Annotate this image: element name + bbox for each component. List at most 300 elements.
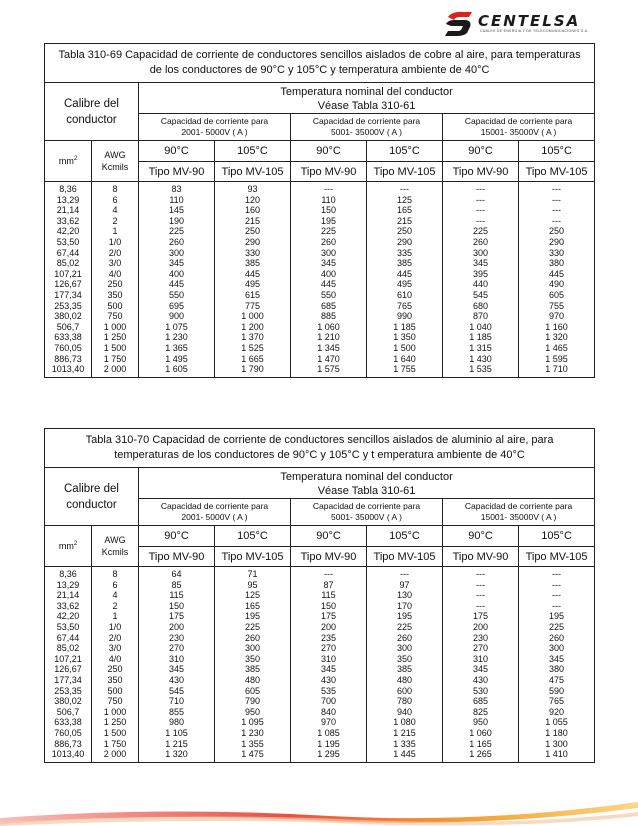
table-cell: 85 [171,579,182,590]
table-cell: 145 [168,205,185,216]
table-cell: 380,02 [54,311,82,322]
table-cell: 970 [549,311,565,322]
calibre-label: Calibre del conductor [64,97,119,126]
temp-cell: 90°C [291,526,367,547]
table-cell: 1 500 [103,342,127,353]
table-cell: 170 [396,600,413,611]
table-cell: 430 [472,674,489,685]
table-cell: 250 [549,226,565,237]
temp-cell: 90°C [443,526,519,547]
data-column [519,182,595,378]
table-cell: 445 [320,279,337,290]
table-cell: 700 [320,696,337,707]
table-cell: 790 [244,696,261,707]
table-cell: 1 500 [393,342,416,353]
table-cell: 215 [244,215,261,226]
table-cell: 385 [244,664,261,675]
table-cell: 1 370 [241,332,264,343]
awg-header [92,141,139,182]
table-cell: --- [552,205,562,216]
table-cell: 680 [472,300,489,311]
table-cell: 1 230 [165,332,188,343]
table-cell: 42,20 [56,611,80,622]
group-label: Capacidad de corriente para 5001- 35000V ( A ) [312,116,421,137]
table-cell: 235 [320,632,337,643]
table-cell: 310 [472,653,489,664]
data-column [92,182,139,378]
table-cell: 93 [247,184,258,194]
temp-cell: 90°C [291,141,367,162]
table-310-70 [44,428,595,763]
data-column [139,182,215,378]
table-cell: 53,50 [56,236,80,247]
table-cell: 1 075 [165,321,188,332]
group-header [139,114,291,141]
table-cell: 475 [549,674,565,685]
table-cell: 71 [247,569,258,579]
table-cell: 760,05 [54,342,82,353]
table-cell: 126,67 [54,279,82,290]
group-header [443,114,595,141]
table-cell: 1 185 [469,332,492,343]
tipo-cell: Tipo MV-90 [443,162,519,182]
table-cell: 115 [169,590,184,601]
table-cell: 685 [472,696,489,707]
table-cell: 600 [396,685,413,696]
centelsa-logo-icon [442,8,476,38]
table-cell: 260 [244,632,261,643]
table-cell: 225 [320,226,337,237]
table-cell: 1 710 [545,364,568,375]
table-cell: 4 [112,590,118,601]
table-cell: 290 [244,236,261,247]
table-cell: 260 [320,236,337,247]
temp-cell: 105°C [367,141,443,162]
table-cell: 1 335 [393,738,416,749]
calibre-label: Calibre del conductor [64,482,119,511]
table-cell: 270 [472,643,489,654]
table-cell: 87 [323,579,334,590]
mm-header [45,141,92,182]
table-cell: 200 [472,621,489,632]
mm-label: mm [58,541,74,551]
group-header [291,499,443,526]
table-cell: 400 [168,268,185,279]
table-cell: 1 060 [469,727,492,738]
table-cell: 177,34 [54,289,82,300]
table-cell: 900 [168,311,185,322]
table-cell: 1 215 [393,727,416,738]
table-cell: 430 [320,674,337,685]
table-cell: 765 [396,300,413,311]
table-cell: 380 [549,258,565,269]
group-header [443,499,595,526]
table-cell: 775 [244,300,261,311]
group-header [139,499,291,526]
table-cell: 300 [244,643,261,654]
table-cell: 3/0 [108,643,122,654]
table-cell: 230 [472,632,489,643]
tipo-cell: Tipo MV-105 [215,547,291,567]
table-cell: 4/0 [108,268,122,279]
table-cell: 440 [472,279,489,290]
table-cell: 310 [320,653,337,664]
table-cell: 345 [472,258,489,269]
table-cell: 350 [244,653,261,664]
temp-header [139,468,595,499]
mm-header [45,526,92,567]
table-cell: 1 040 [469,321,492,332]
tipo-cell: Tipo MV-105 [519,547,595,567]
table-cell: 1/0 [108,621,122,632]
tipo-cell: Tipo MV-90 [443,547,519,567]
table-cell: 1 750 [103,353,127,364]
data-column [443,182,519,378]
table-cell: 6 [112,194,118,205]
calibre-header [45,83,139,141]
table-cell: 1 345 [317,342,340,353]
table-cell: 1 315 [469,342,492,353]
table-cell: 260 [472,236,489,247]
table-cell: 42,20 [56,226,80,237]
table-cell: 2/0 [108,247,122,258]
table-cell: 300 [549,643,565,654]
table-title: Tabla 310-69 Capacidad de corriente de conductores sencillos aislados de cobre al aire, para temperaturas de los conductores de 90°C y 105°C y temperatura ambiente de 40°C [45,44,595,83]
table-cell: --- [476,590,485,601]
table-cell: 855 [168,706,185,717]
centelsa-wordmark: CENTELSA [478,12,581,30]
table-cell: 1 355 [241,738,264,749]
table-cell: 8,36 [59,184,77,194]
table-cell: 1/0 [108,236,122,247]
table-cell: 150 [320,205,337,216]
table-cell: 755 [549,300,565,311]
calibre-header [45,468,139,526]
table-cell: 1 250 [103,332,127,343]
table-cell: 230 [168,632,185,643]
table-cell: 780 [396,696,413,707]
table-cell: 695 [168,300,185,311]
table-cell: 8 [112,569,118,579]
table-cell: 165 [396,205,413,216]
group-label: Capacidad de corriente para 5001- 35000V ( A ) [312,501,421,522]
table-cell: --- [476,184,485,194]
table-cell: 950 [472,717,489,728]
table-cell: --- [400,184,409,194]
table-cell: 2/0 [108,632,122,643]
table-cell: 120 [244,194,261,205]
table-cell: 1 665 [241,353,264,364]
tipo-cell: Tipo MV-105 [215,162,291,182]
table-cell: 195 [244,611,261,622]
table-cell: --- [476,579,485,590]
table-cell: 2 000 [103,749,127,760]
table-cell: 550 [168,289,185,300]
table-cell: 1 320 [165,749,188,760]
table-cell: 1 [112,226,118,237]
table-cell: 430 [168,674,185,685]
table-cell: 445 [244,268,261,279]
table-cell: 605 [244,685,261,696]
table-cell: 480 [244,674,261,685]
table-cell: 506,7 [56,706,80,717]
table-cell: 1 300 [545,738,568,749]
mm-sup: 2 [73,156,78,162]
table-cell: 64 [171,569,182,579]
table-cell: 67,44 [56,632,80,643]
table-cell: 125 [396,194,413,205]
table-cell: 380 [549,664,565,675]
table-cell: 605 [549,289,565,300]
table-cell: 345 [168,664,185,675]
temp-cell: 90°C [139,526,215,547]
table-cell: 190 [168,215,185,226]
table-cell: 225 [244,621,261,632]
table-cell: --- [476,600,485,611]
table-cell: 1 525 [241,342,264,353]
table-cell: 1013,40 [51,364,85,375]
table-cell: 545 [168,685,185,696]
table-cell: 1 575 [317,364,340,375]
group-label: Capacidad de corriente para 2001- 5000V ( A ) [160,501,269,522]
table-cell: --- [476,569,485,579]
table-cell: 1 445 [393,749,416,760]
data-column [443,567,519,763]
table-cell: 1 535 [469,364,492,375]
table-cell: 290 [549,236,565,247]
table-cell: 2 000 [103,364,127,375]
table-cell: 885 [320,311,337,322]
table-cell: 300 [472,247,489,258]
table-cell: 950 [244,706,261,717]
data-column [215,567,291,763]
table-cell: 300 [168,247,185,258]
table-cell: 710 [168,696,185,707]
table-cell: 760,05 [54,727,82,738]
table-cell: 115 [321,590,336,601]
awg-header [92,526,139,567]
table-cell: 260 [396,632,413,643]
table-cell: --- [552,579,562,590]
table-cell: 1 750 [103,738,127,749]
tipo-cell: Tipo MV-90 [291,162,367,182]
table-cell: 345 [549,653,565,664]
table-cell: 107,21 [54,268,82,279]
table-cell: 350 [107,674,123,685]
table-cell: 1 060 [317,321,340,332]
mm-sup: 2 [73,541,78,547]
group-label: Capacidad de corriente para 15001- 35000V ( A ) [464,501,573,522]
table-cell: --- [552,600,562,611]
table-cell: 500 [107,685,123,696]
table-cell: 175 [320,611,337,622]
table-cell: 83 [171,184,182,194]
table-cell: --- [324,184,333,194]
temp-header-label: Temperatura nominal del conductor Véase Tabla 310-61 [280,471,453,497]
tipo-cell: Tipo MV-90 [139,162,215,182]
table-cell: 1 085 [317,727,340,738]
table-cell: --- [324,569,333,579]
tipo-cell: Tipo MV-105 [367,162,443,182]
tipo-cell: Tipo MV-105 [367,547,443,567]
table-cell: 840 [320,706,337,717]
mm-label: mm [58,156,74,166]
table-cell: 200 [320,621,337,632]
data-column [139,567,215,763]
table-cell: 8,36 [59,569,77,579]
table-cell: 1 095 [241,717,264,728]
table-cell: 685 [320,300,337,311]
table-cell: 1 465 [545,342,568,353]
table-cell: 345 [472,664,489,675]
table-cell: 1 195 [317,738,340,749]
table-cell: 150 [320,600,337,611]
table-cell: 300 [320,247,337,258]
table-cell: 150 [168,600,185,611]
table-cell: 33,62 [56,215,80,226]
table-cell: 21,14 [56,205,80,216]
table-cell: 1 000 [103,706,127,717]
table-cell: --- [552,194,562,205]
table-cell: 1 210 [317,332,340,343]
temp-cell: 105°C [367,526,443,547]
table-cell: 886,73 [54,353,82,364]
table-cell: 633,38 [54,332,82,343]
data-column [45,182,92,378]
table-cell: 445 [549,268,565,279]
table-cell: 990 [396,311,413,322]
table-cell: 940 [396,706,413,717]
table-cell: 21,14 [56,590,80,601]
table-cell: 260 [168,236,185,247]
table-cell: 130 [396,590,413,601]
table-cell: 345 [320,258,337,269]
table-cell: 530 [472,685,489,696]
table-cell: 175 [472,611,489,622]
group-header [291,114,443,141]
table-cell: 1 430 [469,353,492,364]
table-cell: --- [476,205,485,216]
data-column [45,567,92,763]
table-cell: 3/0 [108,258,122,269]
centelsa-logo [442,8,618,38]
table-cell: 545 [472,289,489,300]
table-cell: 1 080 [393,717,416,728]
table-cell: 253,35 [54,685,82,696]
awg-label: AWG Kcmils [101,535,129,557]
group-label: Capacidad de corriente para 15001- 35000V ( A ) [464,116,573,137]
table-cell: --- [552,184,562,194]
table-cell: 13,29 [56,194,80,205]
data-column [92,567,139,763]
table-cell: 886,73 [54,738,82,749]
table-cell: 1 160 [545,321,568,332]
table-cell: 1 200 [241,321,264,332]
table-cell: 345 [168,258,185,269]
table-cell: 330 [244,247,261,258]
table-cell: 506,7 [56,321,80,332]
table-cell: 215 [396,215,413,226]
table-cell: 870 [472,311,489,322]
table-cell: 270 [320,643,337,654]
table-cell: 85,02 [56,258,80,269]
table-cell: 107,21 [54,653,82,664]
table-cell: 4/0 [108,653,122,664]
table-cell: 980 [168,717,185,728]
table-cell: 385 [396,664,413,675]
temp-cell: 105°C [215,141,291,162]
table-cell: 445 [168,279,185,290]
centelsa-tagline: CABLES DE ENERGIA Y DE TELECOMUNICACIONES S.A. [480,29,589,33]
table-cell: --- [552,215,562,226]
table-cell: 1 500 [103,727,127,738]
table-cell: 1 640 [393,353,416,364]
table-cell: 350 [396,653,413,664]
data-column [215,182,291,378]
table-cell: 400 [320,268,337,279]
table-title: Tabla 310-70 Capacidad de corriente de conductores sencillos aislados de aluminio al aire, para temperaturas de los conductores de 90°C y 105°C y t emperatura ambiente de 40°C [45,429,595,468]
table-cell: 177,34 [54,674,82,685]
data-column [519,567,595,763]
table-cell: 490 [549,279,565,290]
data-column [291,567,367,763]
table-cell: 495 [396,279,413,290]
table-cell: 825 [472,706,489,717]
table-cell: 1 605 [165,364,188,375]
table-cell: 615 [244,289,261,300]
table-cell: --- [552,569,562,579]
table-cell: 253,35 [54,300,82,311]
table-cell: 385 [244,258,261,269]
table-cell: 1 790 [241,364,264,375]
table-cell: --- [400,569,409,579]
table-cell: 385 [396,258,413,269]
table-cell: 85,02 [56,643,80,654]
table-cell: 1 105 [165,727,188,738]
group-label: Capacidad de corriente para 2001- 5000V ( A ) [160,116,269,137]
table-cell: 970 [320,717,337,728]
temp-cell: 90°C [443,141,519,162]
table-cell: 495 [244,279,261,290]
table-cell: 765 [549,696,565,707]
table-cell: --- [552,590,562,601]
table-cell: 13,29 [56,579,80,590]
table-cell: 125 [244,590,261,601]
table-cell: 380,02 [54,696,82,707]
table-cell: 2 [112,215,118,226]
table-cell: 160 [244,205,261,216]
table-cell: 500 [107,300,123,311]
table-cell: 225 [472,226,489,237]
table-cell: 1 470 [317,353,340,364]
table-cell: 4 [112,205,118,216]
table-310-69 [44,43,595,378]
table-cell: 225 [168,226,185,237]
table-cell: 1 185 [393,321,416,332]
tipo-cell: Tipo MV-90 [291,547,367,567]
table-cell: 1 410 [545,749,568,760]
temp-cell: 105°C [215,526,291,547]
tipo-cell: Tipo MV-90 [139,547,215,567]
table-cell: 165 [244,600,261,611]
table-cell: 750 [107,696,123,707]
table-cell: 200 [168,621,185,632]
table-cell: 110 [321,194,336,205]
table-cell: 33,62 [56,600,80,611]
table-cell: 6 [112,579,118,590]
table-cell: 335 [396,247,413,258]
table-cell: 195 [320,215,337,226]
